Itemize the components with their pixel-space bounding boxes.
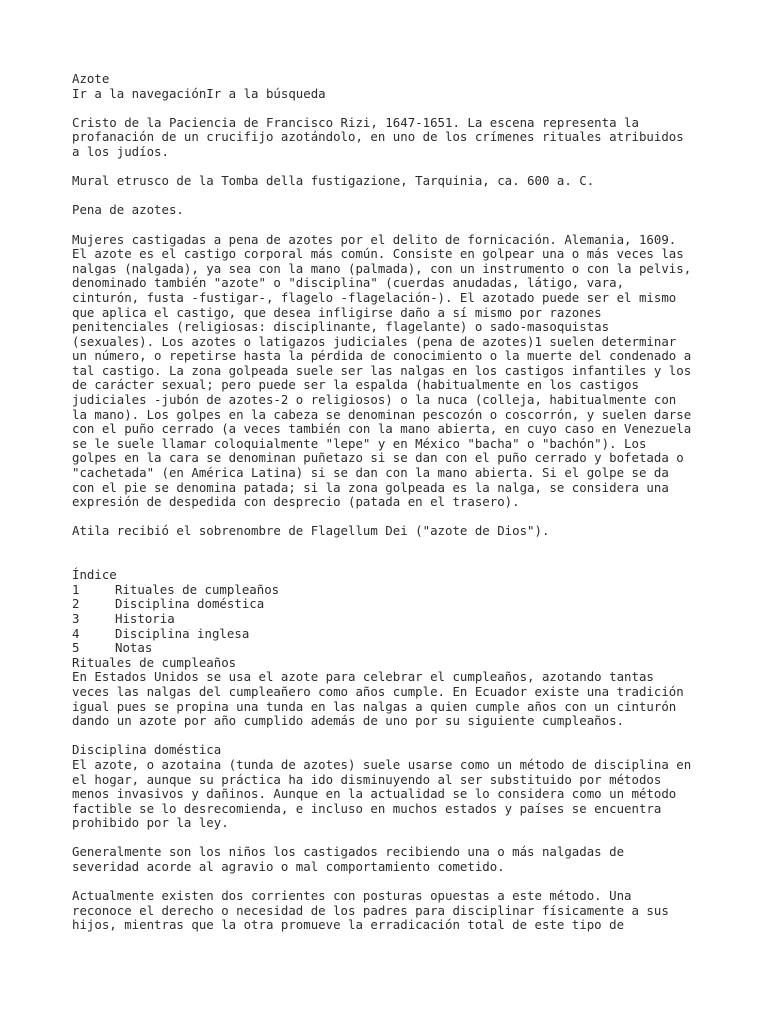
toc-item-label[interactable]: Notas (115, 640, 153, 656)
paragraph-line: un número, o repetirse hasta la pérdida de conocimiento o la muerte del condenado a (72, 348, 692, 364)
paragraph-line: factible se lo desrecomienda, e incluso en muchos estados y países se encuentra (72, 800, 662, 816)
intro-paragraph (72, 233, 712, 510)
skip-to-navigation-link[interactable]: Ir a la navegación (72, 85, 207, 101)
skip-links (72, 87, 712, 102)
paragraph-line: menos invasivos y dañinos. Aunque en la actualidad se lo considera como un método (72, 786, 677, 802)
section-heading: Disciplina doméstica (72, 742, 222, 758)
paragraph-line: prohibido por la ley. (72, 815, 229, 831)
paragraph-line: el hogar, aunque su práctica ha ido disminuyendo al ser substituido por métodos (72, 771, 662, 787)
page-title: Azote (72, 71, 110, 86)
spacer (72, 101, 712, 116)
toc-item-label[interactable]: Historia (115, 610, 175, 626)
section-birthday-rituals (72, 656, 712, 729)
image-caption-pena-de-azotes: Pena de azotes. (72, 202, 184, 218)
toc-item-label[interactable]: Rituales de cumpleaños (115, 581, 280, 597)
spacer (72, 875, 712, 890)
toc-heading: Índice (72, 567, 117, 583)
section-heading: Rituales de cumpleaños (72, 654, 237, 670)
spacer (72, 729, 712, 744)
paragraph-line: denominado también "azote" o "disciplina" (cuerdas anudadas, látigo, vara, (72, 275, 625, 291)
paragraph-line: se le suele llamar coloquialmente "lepe" y en México "bacha" o "bachón"). Los (72, 435, 647, 451)
paragraph-line: judiciales -jubón de azotes-2 o religiosos) o la nuca (colleja, habitualmente con (72, 392, 677, 408)
spacer (72, 831, 712, 846)
image-caption-rizi (72, 116, 712, 160)
toc-item-number: 1 (72, 581, 80, 597)
paragraph-line: golpes en la cara se denominan puñetazo si se dan con el puño cerrado y bofetada o (72, 450, 684, 466)
paragraph-line: la mano). Los golpes en la cabeza se denominan pescozón o coscorrón, y suelen darse (72, 406, 692, 422)
image-caption-etruscan-mural: Mural etrusco de la Tomba della fustigazione, Tarquinia, ca. 600 a. C. (72, 173, 595, 189)
toc-item-number: 2 (72, 596, 80, 612)
spacer (72, 539, 712, 568)
paragraph-line: expresión de despedida con desprecio (patada en el trasero). (72, 494, 520, 510)
paragraph-line: (sexuales). Los azotes o latigazos judiciales (pena de azotes)1 suelen determinar (72, 333, 677, 349)
toc-item[interactable] (72, 612, 712, 627)
toc-item-number: 4 (72, 625, 80, 641)
toc-item-number: 5 (72, 640, 80, 656)
paragraph-line: Generalmente son los niños los castigados recibiendo una o más nalgadas de (72, 844, 625, 860)
table-of-contents (72, 568, 712, 656)
paragraph-line: El azote, o azotaina (tunda de azotes) suele usarse como un método de disciplina en (72, 756, 692, 772)
caption-line: a los judíos. (72, 143, 169, 159)
spacer (72, 160, 712, 175)
paragraph-line: reconoce el derecho o necesidad de los padres para disciplinar físicamente a sus (72, 902, 669, 918)
toc-item[interactable] (72, 597, 712, 612)
toc-item-label[interactable]: Disciplina doméstica (115, 596, 265, 612)
toc-item[interactable] (72, 641, 712, 656)
spacer (72, 189, 712, 204)
paragraph-line: Actualmente existen dos corrientes con posturas opuestas a este método. Una (72, 888, 632, 904)
paragraph-line: "cachetada" (en América Latina) si se dan con la mano abierta. Si el golpe se da (72, 465, 669, 481)
paragraph-line: El azote es el castigo corporal más común. Consiste en golpear una o más veces las (72, 246, 684, 262)
paragraph-line: En Estados Unidos se usa el azote para celebrar el cumpleaños, azotando tantas (72, 669, 654, 685)
spacer (72, 510, 712, 525)
attila-paragraph: Atila recibió el sobrenombre de Flagellum Dei ("azote de Dios"). (72, 523, 550, 539)
toc-item-number: 3 (72, 610, 80, 626)
paragraph-line: que aplica el castigo, que desea infligirse daño a sí mismo por razones (72, 304, 602, 320)
paragraph-line: veces las nalgas del cumpleañero como años cumple. En Ecuador existe una tradición (72, 683, 684, 699)
section-domestic-discipline (72, 743, 712, 933)
caption-line: profanación de un crucifijo azotándolo, en uno de los crímenes rituales atribuidos (72, 129, 684, 145)
toc-item-label[interactable]: Disciplina inglesa (115, 625, 250, 641)
paragraph-line: de carácter sexual; pero puede ser la espalda (habitualmente en los castigos (72, 377, 639, 393)
paragraph-line: tal castigo. La zona golpeada suele ser las nalgas en los castigos infantiles y los (72, 362, 692, 378)
paragraph-line: con el pie se denomina patada; si la zona golpeada es la nalga, se considera una (72, 479, 669, 495)
paragraph-line: con el puño cerrado (a veces también con la mano abierta, en cuyo caso en Venezuela (72, 421, 692, 437)
paragraph-line: hijos, mientras que la otra promueve la erradicación total de este tipo de (72, 917, 625, 933)
paragraph-line: severidad acorde al agravio o mal comportamiento cometido. (72, 859, 505, 875)
caption-line: Cristo de la Paciencia de Francisco Rizi, 1647-1651. La escena representa la (72, 114, 639, 130)
document-page (72, 72, 712, 933)
toc-item[interactable] (72, 627, 712, 642)
skip-to-search-link[interactable]: Ir a la búsqueda (206, 85, 326, 101)
paragraph-line: cinturón, fusta -fustigar-, flagelo -flagelación-). El azotado puede ser el mismo (72, 289, 677, 305)
paragraph-line: dando un azote por año cumplido además de uno por su siguiente cumpleaños. (72, 713, 625, 729)
paragraph-line: igual pues se propina una tunda en las nalgas a quien cumple años con un cinturón (72, 698, 677, 714)
toc-item[interactable] (72, 583, 712, 598)
paragraph-line: Mujeres castigadas a pena de azotes por el delito de fornicación. Alemania, 1609. (72, 231, 677, 247)
spacer (72, 218, 712, 233)
paragraph-line: penitenciales (religiosas: disciplinante, flagelante) o sado-masoquistas (72, 319, 610, 335)
paragraph-line: nalgas (nalgada), ya sea con la mano (palmada), con un instrumento o con la pelvis, (72, 260, 692, 276)
